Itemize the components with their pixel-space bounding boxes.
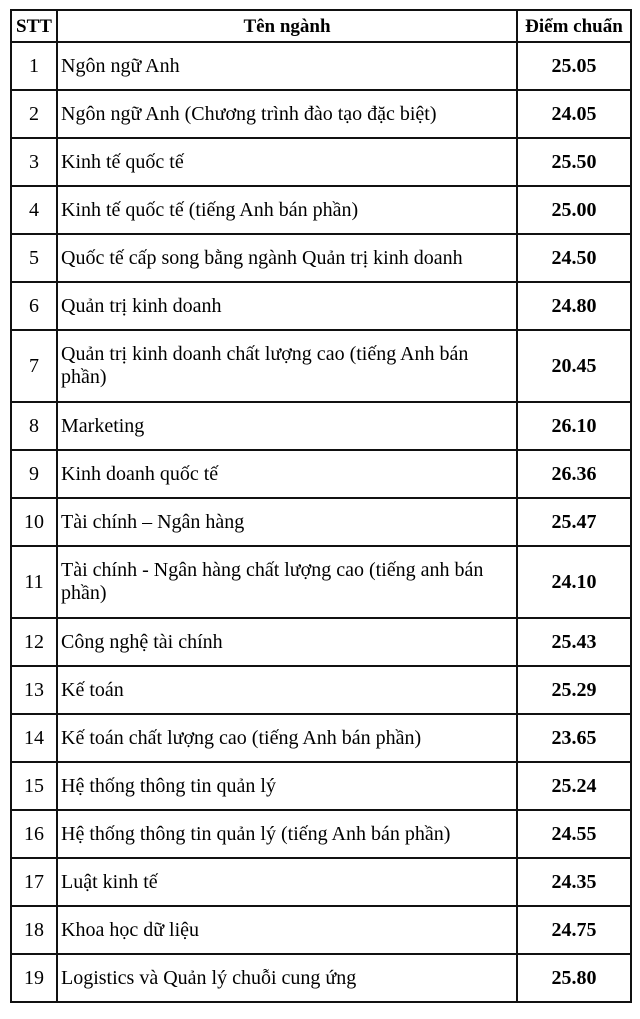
row-major-name: Tài chính – Ngân hàng (57, 498, 517, 546)
row-cutoff-score: 25.00 (517, 186, 631, 234)
table-row (11, 906, 631, 954)
row-cutoff-score: 25.24 (517, 762, 631, 810)
row-stt: 13 (11, 666, 57, 714)
row-major-name: Hệ thống thông tin quản lý (tiếng Anh bán phần) (57, 810, 517, 858)
row-major-name: Hệ thống thông tin quản lý (57, 762, 517, 810)
table-row (11, 234, 631, 282)
header-cutoff-score: Điểm chuẩn (517, 10, 631, 42)
row-major-name: Kinh tế quốc tế (tiếng Anh bán phần) (57, 186, 517, 234)
row-cutoff-score: 23.65 (517, 714, 631, 762)
row-stt: 17 (11, 858, 57, 906)
row-major-name: Kinh doanh quốc tế (57, 450, 517, 498)
table-row (11, 138, 631, 186)
row-major-name: Tài chính - Ngân hàng chất lượng cao (tiếng anh bán phần) (57, 546, 517, 618)
row-major-name: Công nghệ tài chính (57, 618, 517, 666)
row-stt: 7 (11, 330, 57, 402)
table-row (11, 666, 631, 714)
row-cutoff-score: 24.35 (517, 858, 631, 906)
table-row (11, 762, 631, 810)
table-row (11, 810, 631, 858)
row-major-name: Quản trị kinh doanh chất lượng cao (tiếng Anh bán phần) (57, 330, 517, 402)
row-stt: 10 (11, 498, 57, 546)
row-cutoff-score: 26.36 (517, 450, 631, 498)
row-major-name: Luật kinh tế (57, 858, 517, 906)
row-cutoff-score: 24.55 (517, 810, 631, 858)
admission-score-table (10, 9, 632, 1003)
row-cutoff-score: 25.29 (517, 666, 631, 714)
table-row (11, 954, 631, 1002)
row-cutoff-score: 25.47 (517, 498, 631, 546)
row-stt: 18 (11, 906, 57, 954)
row-stt: 16 (11, 810, 57, 858)
table-row (11, 282, 631, 330)
row-cutoff-score: 26.10 (517, 402, 631, 450)
row-major-name: Kế toán (57, 666, 517, 714)
table-header-row (11, 10, 631, 42)
row-stt: 2 (11, 90, 57, 138)
header-major-name: Tên ngành (57, 10, 517, 42)
table-row (11, 858, 631, 906)
row-major-name: Khoa học dữ liệu (57, 906, 517, 954)
table-row (11, 546, 631, 618)
table-row (11, 714, 631, 762)
row-major-name: Quản trị kinh doanh (57, 282, 517, 330)
row-stt: 14 (11, 714, 57, 762)
table-row (11, 450, 631, 498)
row-stt: 15 (11, 762, 57, 810)
row-major-name: Logistics và Quản lý chuỗi cung ứng (57, 954, 517, 1002)
row-cutoff-score: 20.45 (517, 330, 631, 402)
row-stt: 12 (11, 618, 57, 666)
row-cutoff-score: 25.05 (517, 42, 631, 90)
row-cutoff-score: 24.80 (517, 282, 631, 330)
row-stt: 4 (11, 186, 57, 234)
row-stt: 3 (11, 138, 57, 186)
row-cutoff-score: 25.80 (517, 954, 631, 1002)
row-stt: 5 (11, 234, 57, 282)
table-row (11, 618, 631, 666)
table-row (11, 186, 631, 234)
table-row (11, 498, 631, 546)
row-major-name: Ngôn ngữ Anh (57, 42, 517, 90)
row-stt: 19 (11, 954, 57, 1002)
row-stt: 6 (11, 282, 57, 330)
header-stt: STT (11, 10, 57, 42)
row-cutoff-score: 24.10 (517, 546, 631, 618)
row-stt: 11 (11, 546, 57, 618)
row-major-name: Kinh tế quốc tế (57, 138, 517, 186)
table-row (11, 42, 631, 90)
row-cutoff-score: 24.50 (517, 234, 631, 282)
row-cutoff-score: 25.50 (517, 138, 631, 186)
table-row (11, 330, 631, 402)
row-stt: 8 (11, 402, 57, 450)
table-row (11, 90, 631, 138)
row-cutoff-score: 24.75 (517, 906, 631, 954)
row-stt: 1 (11, 42, 57, 90)
row-cutoff-score: 25.43 (517, 618, 631, 666)
row-major-name: Quốc tế cấp song bằng ngành Quản trị kinh doanh (57, 234, 517, 282)
row-stt: 9 (11, 450, 57, 498)
row-major-name: Kế toán chất lượng cao (tiếng Anh bán phần) (57, 714, 517, 762)
row-cutoff-score: 24.05 (517, 90, 631, 138)
row-major-name: Ngôn ngữ Anh (Chương trình đào tạo đặc biệt) (57, 90, 517, 138)
row-major-name: Marketing (57, 402, 517, 450)
table-row (11, 402, 631, 450)
